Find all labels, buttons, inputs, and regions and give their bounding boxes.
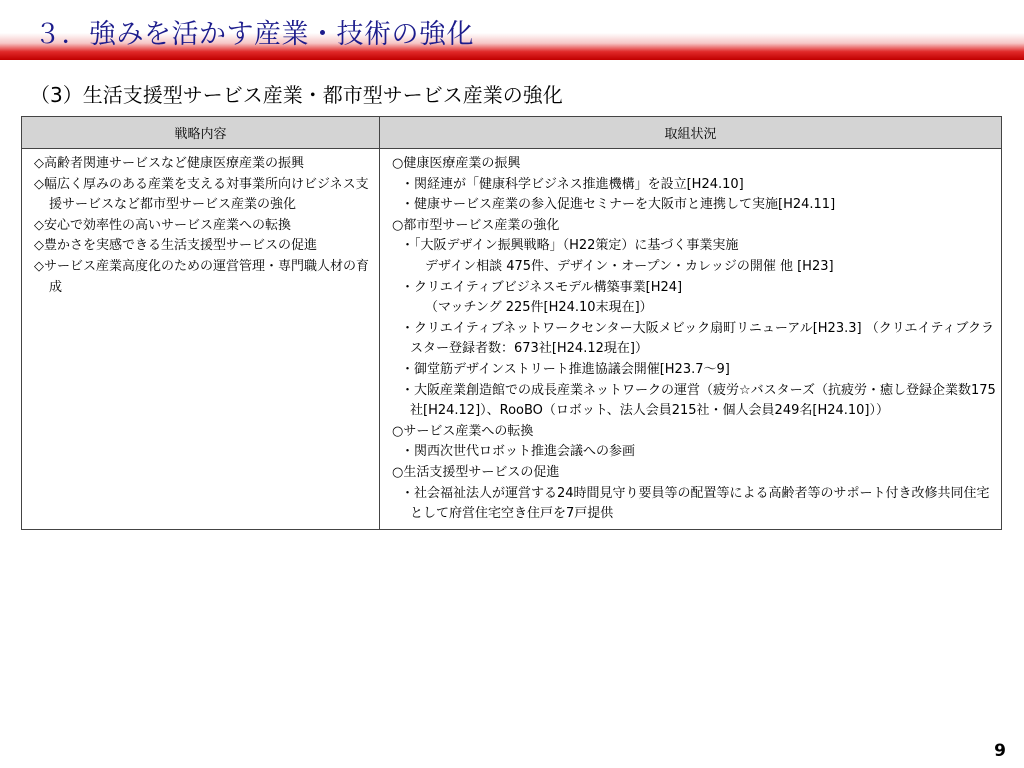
strategy-item: ◇豊かさを実感できる生活支援型サービスの促進 (34, 238, 317, 254)
slide-title: ３．強みを活かす産業・技術の強化 (34, 19, 474, 50)
section-subtitle: （3）生活支援型サービス産業・都市型サービス産業の強化 (30, 83, 563, 107)
strategy-item: ◇幅広く厚みのある産業を支える対事業所向けビジネス支援サービスなど都市型サービス産業の強化 (34, 176, 369, 213)
status-bullet: ・健康サービス産業の参入促進セミナーを大阪市と連携して実施[H24.11] (401, 197, 836, 213)
strategy-cell (22, 149, 380, 530)
status-bullet: ・関西次世代ロボット推進会議への参画 (401, 444, 636, 460)
column-header-status: 取組状況 (380, 117, 1002, 149)
table-row (22, 149, 1002, 530)
title-bar (0, 0, 1024, 60)
status-bullet: ・「大阪デザイン振興戦略」（H22策定）に基づく事業実施 (401, 238, 739, 254)
status-cell (380, 149, 1002, 530)
status-bullet: ・クリエイティブビジネスモデル構築事業[H24] (401, 279, 683, 295)
column-header-strategy: 戦略内容 (22, 117, 380, 149)
status-bullet: ・社会福祉法人が運営する24時間見守り要員等の配置等による高齢者等のサポート付き改修共同住宅として府営住宅空き住戸を7戸提供 (401, 485, 990, 522)
strategy-item: ◇高齢者関連サービスなど健康医療産業の振興 (34, 156, 304, 171)
strategy-item: ◇サービス産業高度化のための運営管理・専門職人材の育成 (34, 258, 369, 295)
status-bullet: ・クリエイティブネットワークセンター大阪メビック扇町リニューアル[H23.3] （クリエイティブクラスター登録者数：673社[H24.12現在]） (401, 320, 995, 357)
status-section-heading: ○サービス産業への転換 (392, 423, 534, 439)
page-number: 9 (994, 741, 1006, 761)
status-bullet: ・御堂筋デザインストリート推進協議会開催[H23.7～9] (401, 361, 730, 377)
status-section-heading: ○健康医療産業の振興 (392, 156, 521, 171)
table-header-row (22, 117, 1002, 149)
status-section-heading: ○生活支援型サービスの促進 (392, 464, 560, 480)
status-bullet: ・大阪産業創造館での成長産業ネットワークの運営（疲労☆バスターズ（抗疲労・癒し登録企業数175社[H24.12]）、RooBO（ロボット、法人会員215社・個人会員249名[H24.10]）） (401, 382, 996, 419)
strategy-item: ◇安心で効率性の高いサービス産業への転換 (34, 217, 291, 233)
status-detail: デザイン相談 475件、デザイン・オープン・カレッジの開催 他 [H23] (425, 258, 834, 274)
status-bullet: ・関経連が「健康科学ビジネス推進機構」を設立[H24.10] (401, 176, 744, 192)
status-detail: （マッチング 225件[H24.10末現在]） (425, 300, 653, 316)
strategy-status-table (21, 116, 1002, 530)
status-section-heading: ○都市型サービス産業の強化 (392, 217, 560, 233)
